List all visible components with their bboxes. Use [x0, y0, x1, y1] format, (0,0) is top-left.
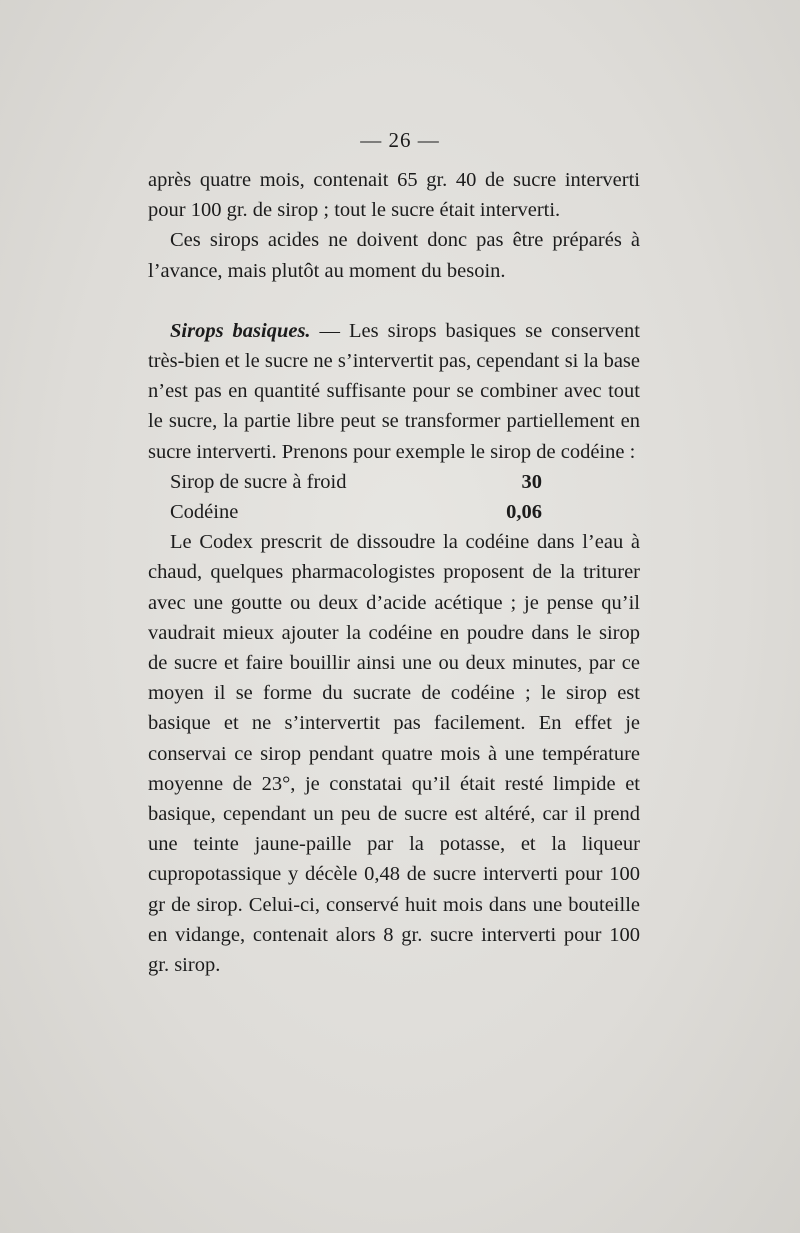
formula-ingredient: Codéine: [170, 501, 239, 524]
formula-ingredient: Sirop de sucre à froid: [170, 470, 347, 493]
formula-quantity: 30: [521, 470, 542, 493]
body-text: [148, 165, 640, 980]
paragraph-continuation: après quatre mois, contenait 65 gr. 40 de sucre interverti pour 100 gr. de sirop ; tout le sucre était interverti.: [148, 169, 640, 222]
paragraph-codex: Le Codex prescrit de dissoudre la codéine dans l’eau à chaud, quelques pharmacologistes proposent de la triturer avec une goutte ou deux d’acide acétique ; je pense qu’il vaudrait mieux ajouter la codéine en poudre dans le sirop de sucre et faire bouillir ainsi une ou deux minutes, par ce moyen il se forme du sucrate de codéine ; le sirop est basique et ne s’intervertit pas facilement. En effet je conservai ce sirop pendant quatre mois à une température moyenne de 23°, je constatai qu’il était resté limpide et basique, cependant un peu de sucre est altéré, car il prend une teinte jaune-paille par la potasse, et la liqueur cupropotassique y décèle 0,48 de sucre interverti pour 100 gr de sirop. Celui-ci, conservé huit mois dans une bouteille en vidange, contenait alors 8 gr. sucre interverti pour 100 gr. sirop.: [148, 531, 640, 977]
paragraph-acid-syrups: Ces sirops acides ne doivent donc pas être préparés à l’avance, mais plutôt au moment du besoin.: [148, 229, 640, 282]
formula-row: [148, 467, 640, 497]
paragraph-basic-syrups: [148, 316, 640, 467]
formula-list: [148, 467, 640, 527]
page-number: — 26 —: [360, 128, 440, 152]
paragraph-basic-syrups-text: — Les sirops basiques se conservent très-bien et le sucre ne s’intervertit pas, cependant si la base n’est pas en quantité suffisante pour se combiner avec tout le sucre, la partie libre peut se transformer partiellement en sucre interverti. Prenons pour exemple le sirop de codéine :: [148, 319, 640, 463]
formula-quantity: 0,06: [506, 501, 542, 524]
section-heading: Sirops basiques.: [170, 319, 311, 342]
formula-row: [148, 497, 640, 527]
paragraph-gap: [148, 286, 640, 316]
